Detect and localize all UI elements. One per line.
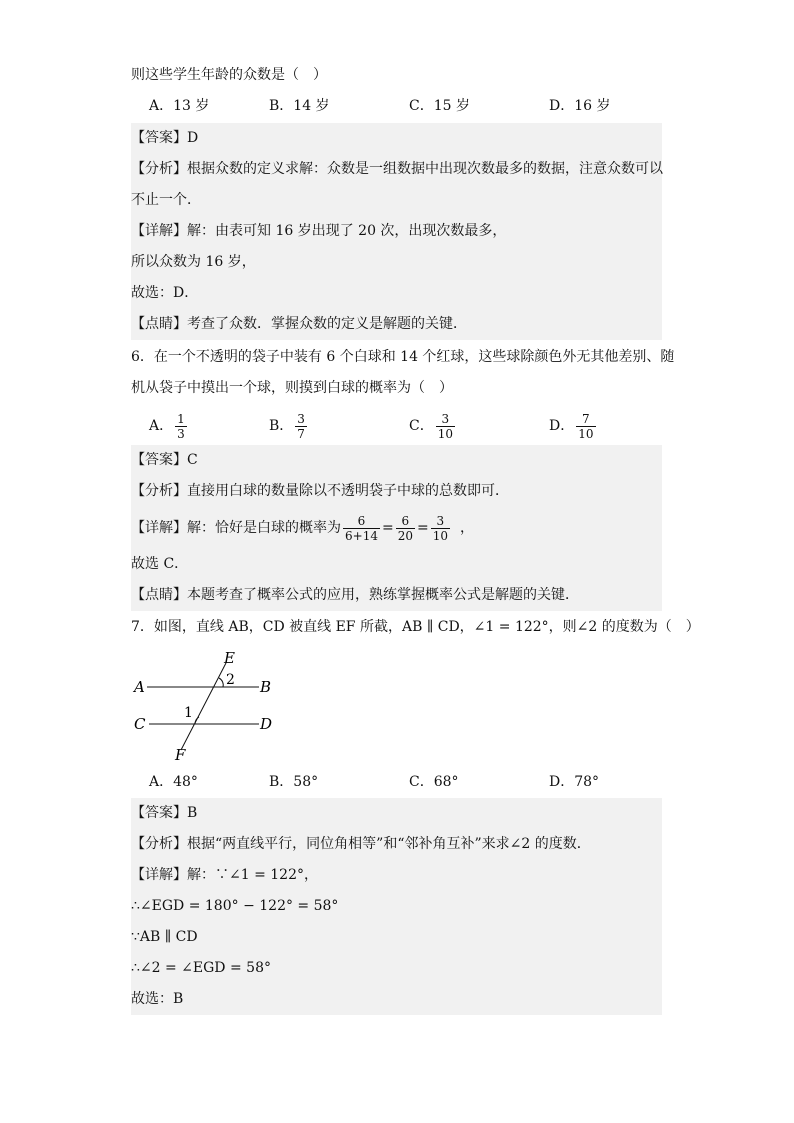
q7-option-b: B．58° [269, 774, 319, 790]
q5-stem-tail: 则这些学生年龄的众数是（ ） [131, 67, 327, 83]
q6-option-c [409, 405, 457, 447]
q5-analysis-line1: 【分析】根据众数的定义求解：众数是一组数据中出现次数最多的数据，注意众数可以 [131, 154, 662, 185]
q6-option-a-fraction [175, 412, 187, 441]
fraction-denominator: 7 [297, 426, 305, 441]
fraction-numerator: 6 [357, 513, 366, 528]
q6-detail-line1 [131, 507, 662, 549]
q6-detail-line2: 故选 C． [131, 549, 662, 580]
q6-detail-prefix: 【详解】解：恰好是白球的概率为 [131, 520, 341, 536]
q6-option-d-label: D． [549, 418, 575, 434]
label-b: B [260, 678, 272, 696]
q6-stem-line2: 机从袋子中摸出一个球，则摸到白球的概率为（ ） [131, 380, 453, 396]
fraction-denominator: 3 [177, 426, 185, 441]
label-c: C [134, 715, 146, 733]
q6-option-b [269, 405, 309, 447]
label-d: D [260, 715, 273, 733]
angle-1-arc [195, 717, 199, 724]
fraction-numerator: 3 [436, 513, 445, 528]
q6-option-d-fraction [576, 412, 595, 441]
q5-option-a: A．13 岁 [149, 98, 210, 114]
fraction-denominator: 20 [397, 528, 413, 543]
fraction-numerator: 3 [297, 411, 305, 426]
q7-figure [131, 645, 291, 770]
q7-detail-line2: ∴∠EGD = 180° − 122° = 58° [131, 891, 662, 922]
q6-options [131, 405, 662, 447]
q5-comment: 【点睛】考查了众数．掌握众数的定义是解题的关键． [131, 309, 662, 340]
fraction-numerator: 3 [441, 411, 450, 426]
q7-detail-line3: ∵AB ∥ CD [131, 922, 662, 953]
fraction-numerator: 7 [582, 411, 590, 426]
q5-detail-line2: 所以众数为 16 岁， [131, 247, 662, 278]
q6-option-b-label: B． [269, 418, 294, 434]
fraction-numerator: 6 [401, 513, 410, 528]
label-2: 2 [226, 672, 235, 688]
q6-answer: 【答案】C [131, 445, 662, 476]
q5-option-b: B．14 岁 [269, 98, 330, 114]
label-a: A [134, 678, 145, 696]
q5-option-c: C．15 岁 [409, 98, 470, 114]
label-1: 1 [184, 705, 193, 721]
q6-option-c-label: C． [409, 418, 434, 434]
equals-sign: = [416, 520, 429, 536]
q7-option-a: A．48° [149, 774, 198, 790]
q7-stem: 7．如图，直线 AB，CD 被直线 EF 所截，AB ∥ CD，∠1 = 122°，则∠2 的度数为（ ） [131, 619, 700, 635]
q5-option-d: D．16 岁 [549, 98, 611, 114]
label-e: E [224, 649, 235, 667]
q7-option-c: C．68° [409, 774, 459, 790]
fraction-numerator: 1 [177, 411, 185, 426]
q6-comment: 【点睛】本题考查了概率公式的应用，熟练掌握概率公式是解题的关键． [131, 580, 662, 611]
q6-detail-fraction3 [431, 514, 450, 543]
q6-option-a-label: A． [149, 418, 174, 434]
q6-detail-fraction2 [396, 514, 415, 543]
q5-answer: 【答案】D [131, 123, 662, 154]
fraction-denominator: 10 [432, 528, 448, 543]
equals-sign: = [381, 520, 394, 536]
label-f: F [175, 746, 186, 764]
q6-detail-fraction1 [343, 514, 380, 543]
q7-detail-line5: 故选：B [131, 984, 662, 1015]
q7-detail-line1: 【详解】解：∵∠1 = 122°， [131, 860, 662, 891]
q6-option-b-fraction [295, 412, 307, 441]
q7-answer: 【答案】B [131, 798, 662, 829]
q7-detail-line4: ∴∠2 = ∠EGD = 58° [131, 953, 662, 984]
q5-detail-line1: 【详解】解：由表可知 16 岁出现了 20 次，出现次数最多， [131, 216, 662, 247]
fraction-denominator: 10 [578, 426, 594, 441]
q7-option-d: D．78° [549, 774, 600, 790]
q6-option-a [149, 405, 189, 447]
q5-options [131, 91, 662, 122]
q5-detail-line3: 故选：D． [131, 278, 662, 309]
q6-analysis: 【分析】直接用白球的数量除以不透明袋子中球的总数即可． [131, 476, 662, 507]
fraction-denominator: 6+14 [345, 528, 378, 543]
q6-option-d [549, 405, 598, 447]
q7-options [131, 767, 662, 798]
q7-analysis: 【分析】根据“两直线平行，同位角相等”和“邻补角互补”来求∠2 的度数． [131, 829, 662, 860]
q6-stem-line1: 6．在一个不透明的袋子中装有 6 个白球和 14 个红球，这些球除颜色外无其他差别、随 [131, 349, 675, 365]
q6-option-c-fraction [436, 412, 455, 441]
q5-analysis-line2: 不止一个． [131, 185, 662, 216]
q6-detail-suffix: ， [460, 520, 474, 536]
angle-2-arc [219, 678, 223, 687]
fraction-denominator: 10 [437, 426, 453, 441]
